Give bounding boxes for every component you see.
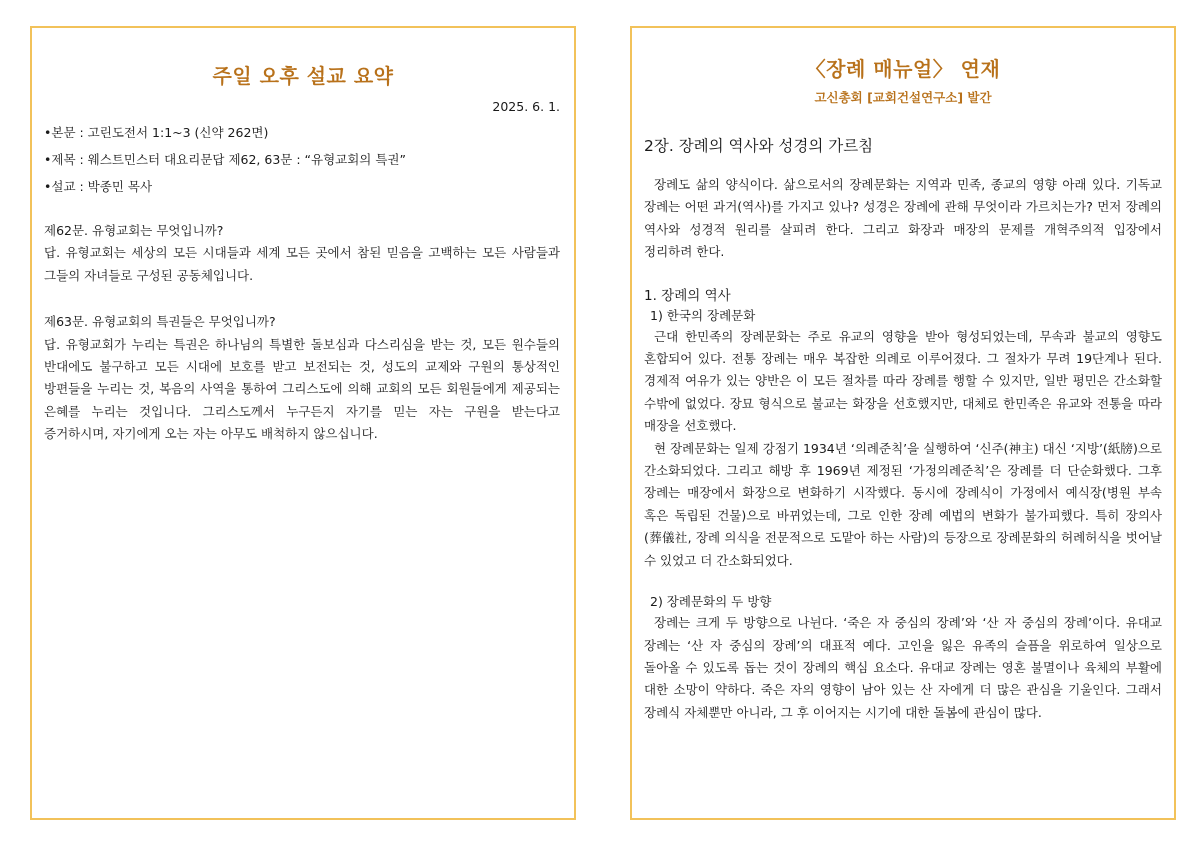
question-62: 제62문. 유형교회는 무엇입니까? bbox=[44, 223, 224, 238]
right-page-funeral-manual bbox=[630, 26, 1176, 820]
sermon-scripture: •본문 : 고린도전서 1:1~3 (신약 262면) bbox=[44, 125, 269, 140]
manual-publisher: 고신총회 [교회건설연구소] 발간 bbox=[814, 90, 992, 105]
intro-paragraph: 장례도 삶의 양식이다. 삶으로서의 장례문화는 지역과 민족, 종교의 영향 아래 있다. 기독교 장례는 어떤 과거(역사)를 가지고 있나? 성경은 장례에 관해 무엇이라 가르치는가? 먼저 장례의 역사와 성경적 원리를 살피려 한다. 그리고 화장과 매장의 문제를 개혁주의적 입장에서 정리하려 한다. bbox=[644, 177, 1162, 260]
sermon-date: 2025. 6. 1. bbox=[492, 99, 560, 114]
manual-body bbox=[644, 174, 1162, 724]
catechism-q62 bbox=[44, 220, 560, 287]
korean-funeral-paragraph-1: 근대 한민족의 장례문화는 주로 유교의 영향을 받아 형성되었는데, 무속과 불교의 영향도 혼합되어 있다. 전통 장례는 매우 복잡한 의례로 이루어졌다. 그 절차가 무려 19단계나 된다. 경제적 여유가 있는 양반은 이 모든 절차를 따라 장례를 행할 수 있지만, 일반 평민은 간소화할 수밖에 없었다. 장묘 형식으로 불교는 화장을 선호했지만, 대체로 한민족은 유교와 전통을 따라 매장을 선호했다. bbox=[644, 328, 1162, 434]
two-directions-paragraph: 장례는 크게 두 방향으로 나뉜다. ‘죽은 자 중심의 장례’와 ‘산 자 중심의 장례’이다. 유대교 장례는 ‘산 자 중심의 장례’의 대표적 예다. 고인을 잃은 유족의 슬픔을 위로하여 일상으로 돌아올 수 있도록 돕는 것이 장례의 핵심 요소다. 유대교 장례는 영혼 불멸이나 육체의 부활에 대한 소망이 약하다. 죽은 자의 영향이 남아 있는 산 자에게 더 많은 관심을 기울인다. 그래서 장례식 자체뿐만 아니라, 그 후 이어지는 시기에 대한 돌봄에 관심이 많다. bbox=[644, 615, 1162, 720]
answer-62: 답. 유형교회는 세상의 모든 시대들과 세계 모든 곳에서 참된 믿음을 고백하는 모든 사람들과 그들의 자녀들로 구성된 공동체입니다. bbox=[44, 245, 560, 283]
manual-title: 〈장례 매뉴얼〉 연재 bbox=[805, 57, 1001, 81]
sermon-preacher: •설교 : 박종민 목사 bbox=[44, 179, 153, 194]
chapter-heading: 2장. 장례의 역사와 성경의 가르침 bbox=[644, 137, 874, 155]
catechism-q63 bbox=[44, 311, 560, 445]
section-1-heading: 1. 장례의 역사 bbox=[644, 287, 731, 304]
subsection-1-heading: 1) 한국의 장례문화 bbox=[650, 307, 756, 323]
subsection-2-heading: 2) 장례문화의 두 방향 bbox=[650, 594, 772, 610]
sermon-meta-list bbox=[44, 126, 560, 194]
sermon-subject: •제목 : 웨스트민스터 대요리문답 제62, 63문 : “유형교회의 특권” bbox=[44, 152, 406, 167]
left-page-sermon-summary bbox=[30, 26, 576, 820]
sermon-title: 주일 오후 설교 요약 bbox=[212, 64, 394, 88]
korean-funeral-paragraph-2: 현 장례문화는 일제 강점기 1934년 ‘의례준칙’을 실행하여 ‘신주(神主) 대신 ‘지방’(紙牓)으로 간소화되었다. 그리고 해방 후 1969년 제정된 ‘가정의례준칙’은 장례를 더 단순화했다. 그후 장례는 매장에서 화장으로 변화하기 시작했다. 동시에 장례식이 가정에서 예식장(병원 부속 혹은 독립된 건물)으로 바뀌었는데, 그로 인한 장례 예법의 변화가 불가피했다. 특히 장의사(葬儀社, 장례 의식을 전문적으로 도맡아 하는 사람)의 등장으로 장례문화의 허례허식을 벗어날 수 있었고 더 간소화되었다. bbox=[644, 440, 1162, 568]
question-63: 제63문. 유형교회의 특권들은 무엇입니까? bbox=[44, 314, 276, 330]
answer-63: 답. 유형교회가 누리는 특권은 하나님의 특별한 돌보심과 다스리심을 받는 것, 모든 원수들의 반대에도 불구하고 모든 시대에 보호를 받고 보전되는 것, 성도의 교제와 구원의 통상적인 방편들을 누리는 것, 복음의 사역을 통하여 그리스도에 의해 교회의 모든 회원들에게 제공되는 은혜를 누리는 것입니다. 그리스도께서 누구든지 자기를 믿는 자는 구원을 받는다고 증거하시며, 자기에게 오는 자는 아무도 배척하지 않으십니다. bbox=[44, 336, 560, 442]
